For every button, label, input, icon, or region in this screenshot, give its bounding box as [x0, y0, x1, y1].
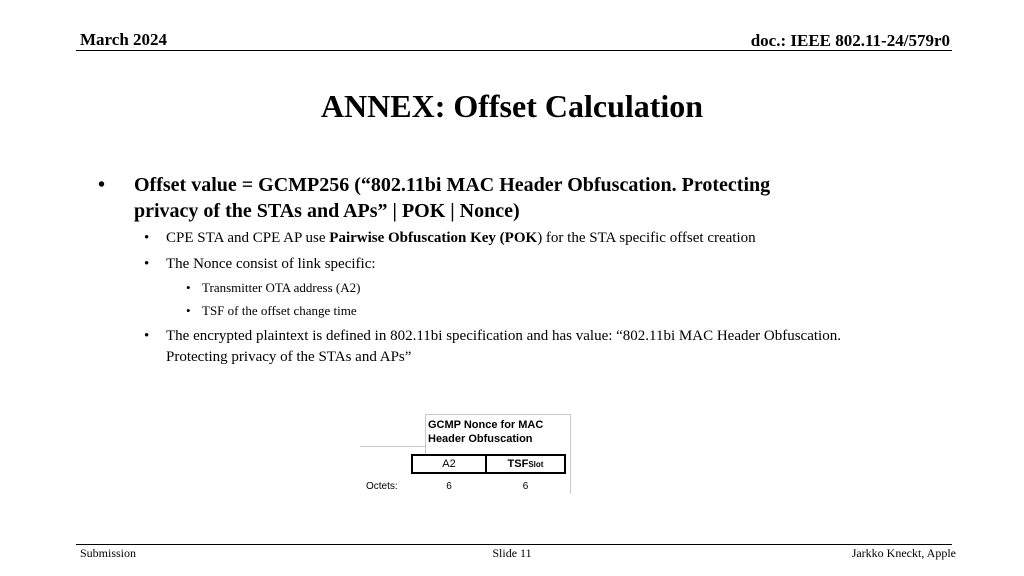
text-run: CPE STA and CPE AP use: [166, 230, 330, 246]
sub-sub-bullet-text: Transmitter OTA address (A2): [202, 280, 361, 295]
figure-title: [428, 418, 543, 446]
field-label-subscript: Slot: [528, 460, 544, 469]
bullet-marker: •: [144, 230, 150, 246]
field-tsf-slot: [485, 454, 566, 474]
text-run: ) for the STA specific offset creation: [537, 230, 756, 246]
header-date: March 2024: [80, 30, 168, 49]
header-divider: [76, 50, 952, 51]
figure-guide-line: [425, 414, 426, 454]
footer-divider: [76, 544, 952, 545]
figure-title-line: GCMP Nonce for MAC: [428, 419, 544, 431]
octets-a2: 6: [446, 481, 452, 492]
bullet-marker: •: [186, 280, 191, 295]
bullet-marker: •: [144, 328, 150, 344]
octets-label: Octets:: [366, 481, 398, 492]
nonce-figure: [358, 414, 574, 496]
bullet-marker: •: [98, 174, 106, 196]
footer-submission: Submission: [80, 546, 137, 560]
field-label: TSF: [507, 458, 529, 470]
field-a2: A2: [411, 454, 487, 474]
octets-tsf: 6: [522, 481, 529, 492]
footer-author: Jarkko Kneckt, Apple: [851, 546, 956, 560]
main-bullet-text: Offset value = GCMP256 (“802.11bi MAC Header Obfuscation. Protecting privacy of the STAs and APs” | POK | Nonce): [134, 174, 771, 222]
figure-guide-line: [360, 446, 425, 447]
bullet-marker: •: [144, 256, 150, 272]
figure-guide-line: [425, 414, 571, 415]
text-run-bold: Pairwise Obfuscation Key (POK: [329, 230, 538, 246]
figure-guide-line: [570, 414, 571, 494]
figure-title-line: Header Obfuscation: [428, 433, 533, 445]
header-doc-id: doc.: IEEE 802.11-24/579r0: [750, 31, 950, 50]
slide-title: ANNEX: Offset Calculation: [320, 88, 704, 124]
sub-bullet-text: The encrypted plaintext is defined in 802.11bi specification and has value: “802.11bi MAC Header Obfuscation. Protecting privacy of the STAs and APs”: [166, 328, 841, 365]
sub-bullet-text: [166, 228, 886, 249]
footer-slide-number: Slide 11: [492, 546, 532, 560]
bullet-marker: •: [186, 303, 191, 318]
sub-bullet-text: The Nonce consist of link specific:: [166, 256, 376, 272]
sub-sub-bullet-text: TSF of the offset change time: [202, 303, 357, 318]
